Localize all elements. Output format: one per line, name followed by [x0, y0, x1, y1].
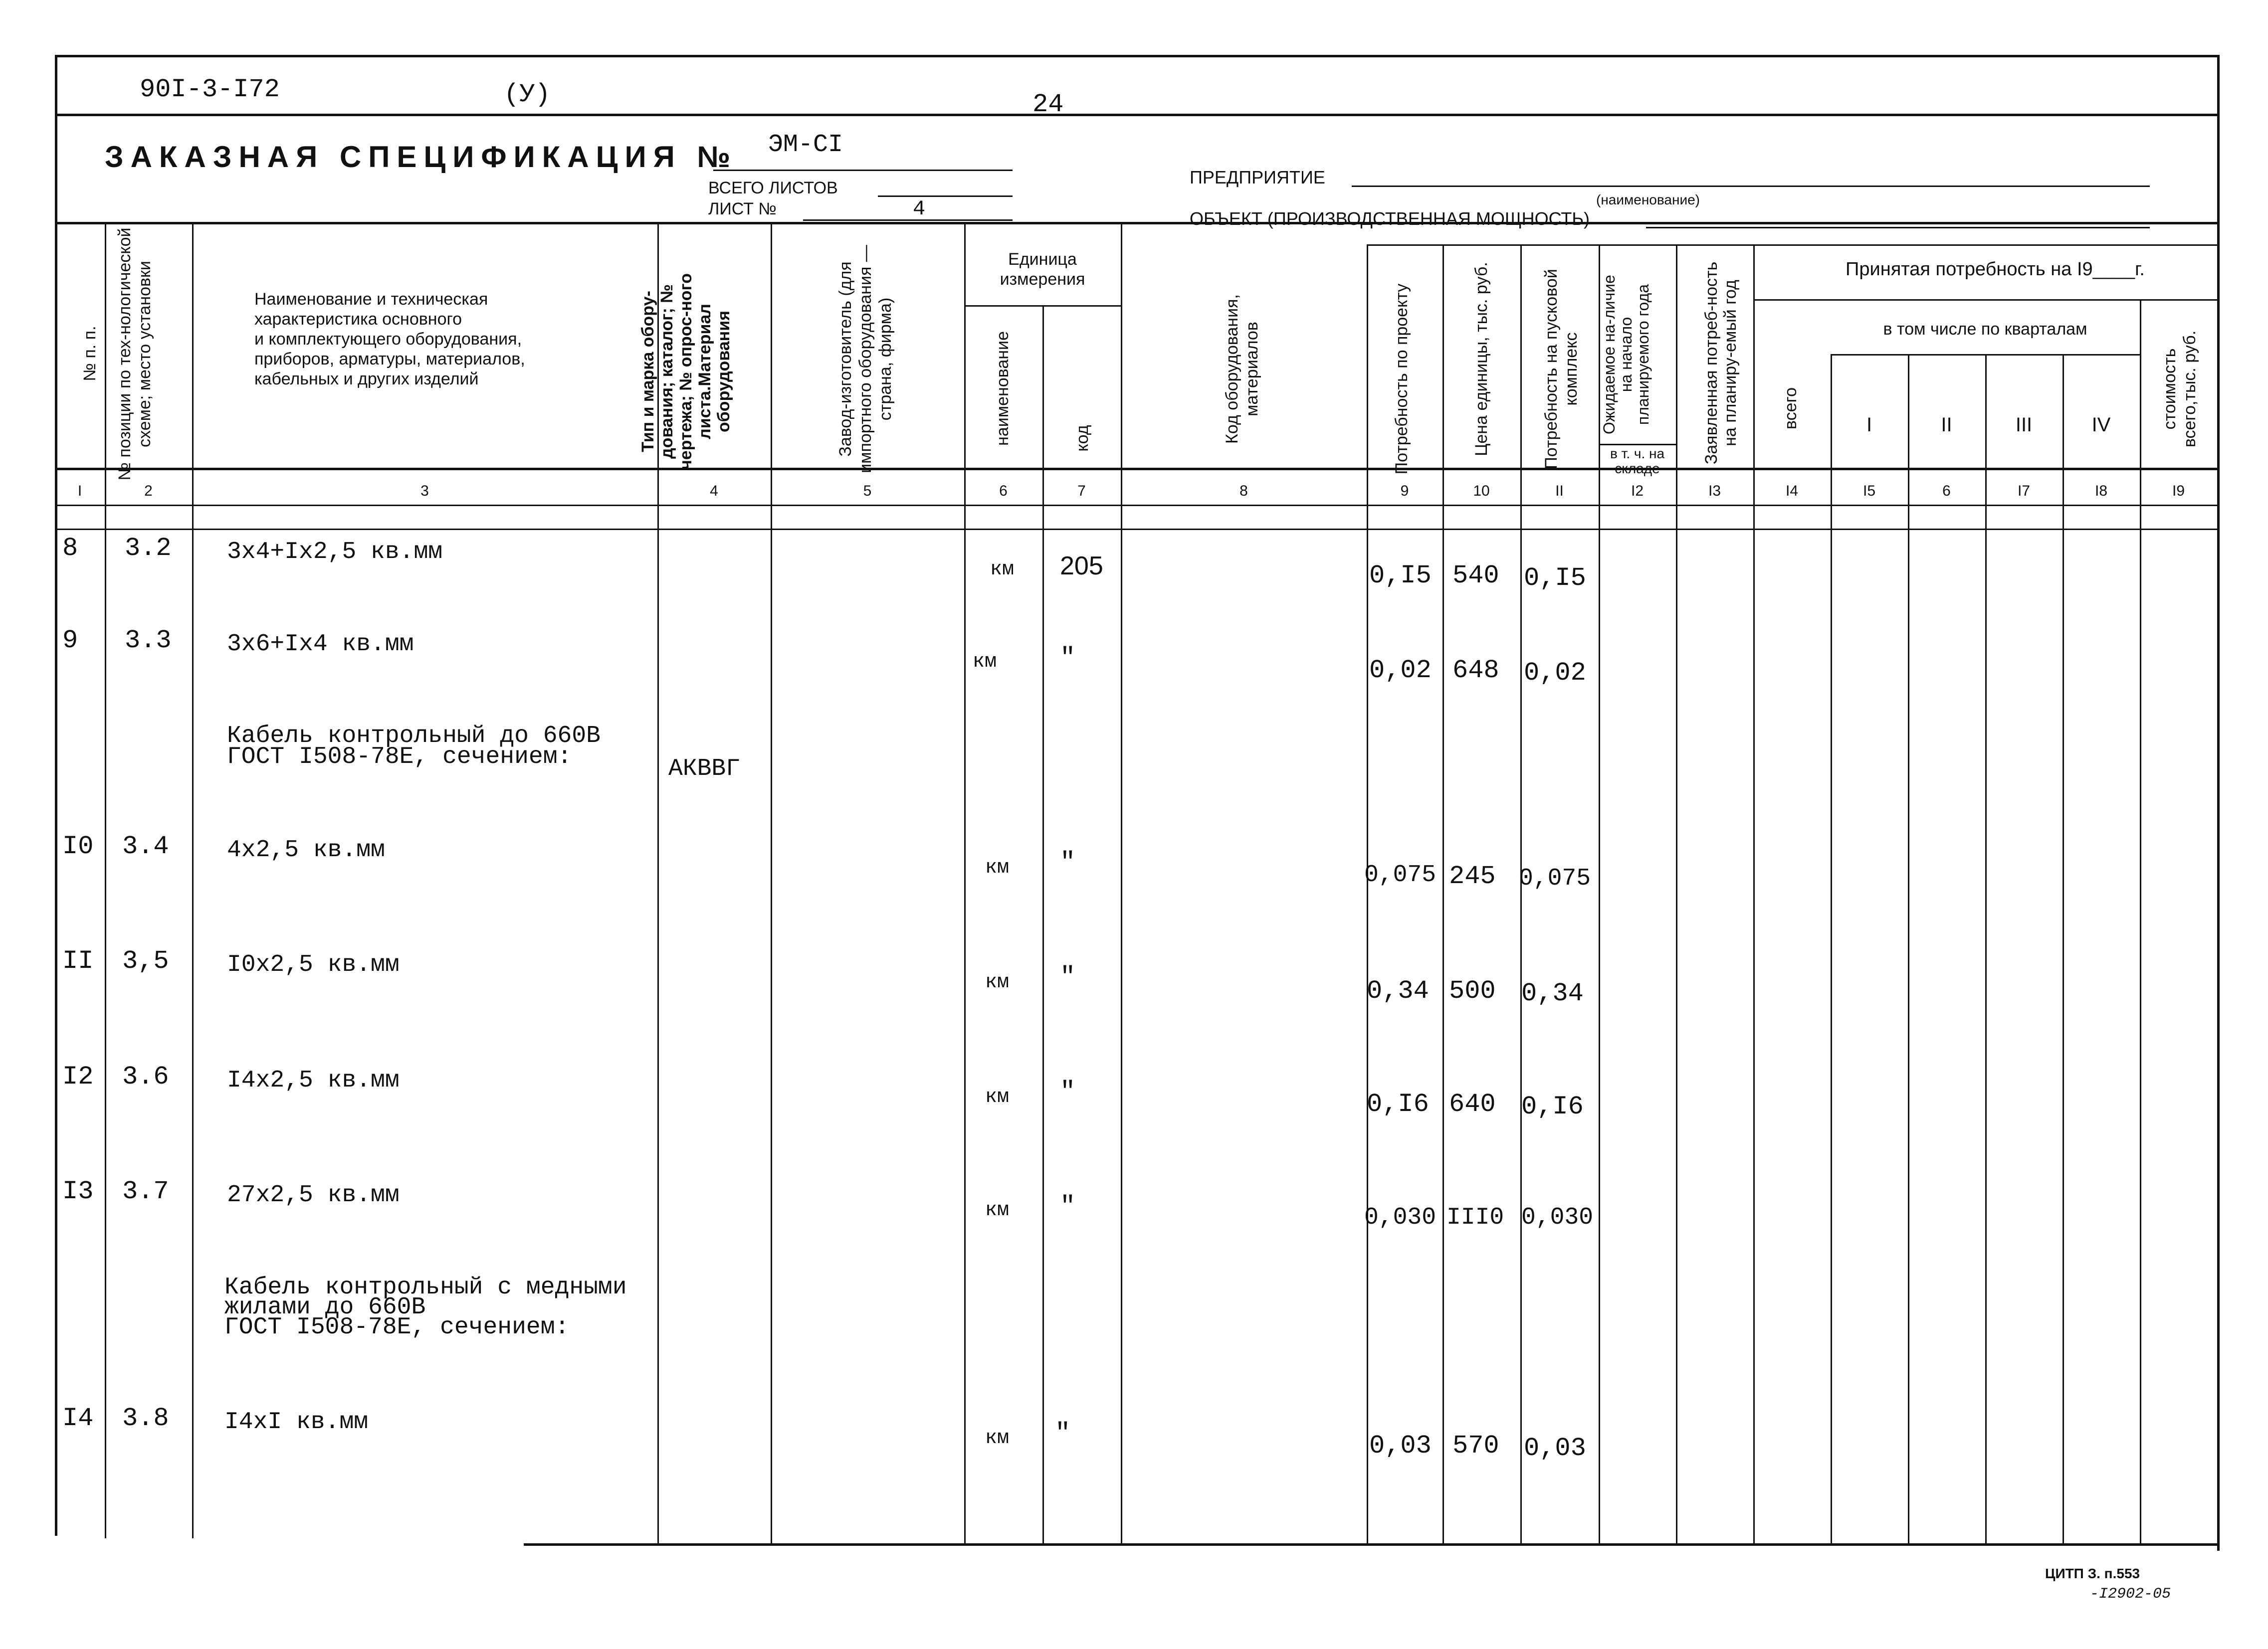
col-header-11: Потребность на пусковой комплекс: [1542, 269, 1581, 469]
row-price: 640: [1449, 1090, 1496, 1119]
row-code: ": [1060, 962, 1076, 992]
col-number: 9: [1400, 483, 1409, 499]
col-number: I4: [1785, 483, 1799, 499]
row-price: III0: [1446, 1204, 1504, 1231]
col-number: 8: [1239, 483, 1248, 499]
col-header-19: стоимость всего,тыс. руб.: [2160, 330, 2199, 448]
row-launch: 0,02: [1524, 658, 1586, 688]
col-header-2: № позиции по тех-нологической схеме; место установки: [115, 227, 154, 481]
group-heading-line-3: ГОСТ I508-78Е, сечением:: [224, 1314, 570, 1341]
group-heading-line-2: ГОСТ I508-78Е, сечением:: [227, 743, 572, 770]
col-header-3-line-5: кабельных и других изделий: [254, 369, 479, 388]
sheet-label: ЛИСТ №: [708, 199, 777, 218]
footer-stamp: ЦИТП З. п.553: [2045, 1566, 2140, 1581]
row-code: 205: [1060, 551, 1103, 580]
row-code: ": [1060, 1077, 1076, 1106]
row-unit: км: [985, 1199, 1010, 1222]
col-number: I2: [1631, 483, 1644, 499]
col-header-3: [254, 289, 633, 389]
col-header-9: Потребность по проекту: [1392, 283, 1411, 475]
row-position: 3.3: [125, 626, 172, 655]
row-position: 3.8: [122, 1404, 169, 1433]
col-header-12-sub: в т. ч. на складе: [1610, 446, 1665, 476]
row-code: ": [1060, 1192, 1076, 1221]
col-number: I5: [1862, 483, 1876, 499]
row-price: 500: [1449, 976, 1496, 1006]
row-unit: км: [985, 857, 1010, 879]
row-code: ": [1055, 1419, 1071, 1448]
row-launch: 0,34: [1521, 979, 1584, 1008]
row-need: 0,I6: [1367, 1090, 1429, 1119]
col-header-6: наименование: [993, 331, 1012, 446]
row-number: 8: [62, 534, 78, 563]
row-position: 3,5: [122, 946, 169, 976]
row-number: 9: [62, 626, 78, 655]
group-heading-line-1: Кабель контрольный с медными: [224, 1274, 627, 1301]
row-price: 648: [1452, 656, 1499, 685]
col-number: I7: [2017, 483, 2031, 499]
row-launch: 0,03: [1524, 1434, 1586, 1463]
row-need: 0,34: [1367, 976, 1429, 1006]
row-name: I0x2,5 кв.мм: [227, 951, 400, 978]
row-number: I0: [62, 832, 94, 861]
col-header-14: всего: [1781, 387, 1800, 430]
col-header-7: код: [1073, 425, 1092, 452]
footer-stamp-2: -I2902-05: [2090, 1586, 2171, 1603]
row-price: 245: [1449, 862, 1496, 891]
col-number: I8: [2094, 483, 2108, 499]
group-heading-line-1: Кабель контрольный до 660В: [227, 723, 601, 749]
row-need: 0,I5: [1369, 561, 1432, 590]
row-launch: 0,I5: [1524, 563, 1586, 593]
row-launch: 0,030: [1521, 1204, 1594, 1231]
col-number: 6: [1942, 483, 1951, 499]
col-header-1: № п. п.: [80, 326, 99, 381]
row-number: I2: [62, 1062, 94, 1092]
col-number: 3: [420, 483, 429, 499]
col-header-5: Завод-изготовитель (для импортного оборудования —страна, фирма): [836, 245, 895, 473]
col-header-accepted: Принятая потребность на I9____г.: [1846, 259, 2145, 280]
row-code: ": [1060, 643, 1076, 673]
object-label: ОБЪЕКТ (ПРОИЗВОДСТВЕННАЯ МОЩНОСТЬ): [1190, 208, 1590, 229]
row-need: 0,03: [1369, 1431, 1432, 1461]
col-number: II: [1555, 483, 1564, 499]
col-header-q1: I: [1866, 414, 1872, 436]
spec-number: ЭМ-СI: [768, 131, 843, 159]
col-number: I9: [2172, 483, 2185, 499]
row-name: 3x6+Ix4 кв.мм: [227, 631, 414, 658]
row-name: 3x4+Ix2,5 кв.мм: [227, 539, 443, 565]
row-unit: км: [985, 971, 1010, 994]
row-name: 27x2,5 кв.мм: [227, 1182, 400, 1209]
col-header-quarters: в том числе по кварталам: [1883, 320, 2087, 339]
total-sheets-label: ВСЕГО ЛИСТОВ: [708, 179, 838, 197]
row-unit: км: [985, 1086, 1010, 1108]
row-position: 3.4: [122, 832, 169, 861]
col-header-8: Код оборудования, материалов: [1223, 294, 1261, 444]
row-need: 0,075: [1364, 862, 1437, 889]
row-unit: км: [990, 558, 1015, 581]
name-note: (наименование): [1596, 192, 1700, 207]
row-number: II: [62, 946, 94, 976]
col-number: 10: [1473, 483, 1490, 499]
row-number: I4: [62, 1404, 94, 1433]
project-code: 90I-3-I72: [140, 75, 280, 104]
col-header-3-line-1: Наименование и техническая: [254, 290, 488, 309]
group-heading: [227, 723, 601, 770]
col-header-3-line-2: характеристика основного: [254, 310, 462, 329]
col-number: I3: [1708, 483, 1721, 499]
row-number: I3: [62, 1177, 94, 1206]
col-number: 6: [999, 483, 1008, 499]
row-launch: 0,I6: [1521, 1092, 1584, 1121]
col-header-4: Тип и марка обору-дования; каталог; № чертежа; № опрос-ного листа.Материал оборудования: [638, 273, 733, 470]
col-header-10: Цена единицы, тыс. руб.: [1472, 262, 1491, 456]
row-name: I4x2,5 кв.мм: [227, 1067, 400, 1094]
col-header-q4: IV: [2091, 414, 2111, 436]
col-header-q2: II: [1941, 414, 1952, 436]
row-unit: км: [973, 651, 997, 673]
row-price: 570: [1452, 1431, 1499, 1461]
row-position: 3.7: [122, 1177, 169, 1206]
col-header-q3: III: [2015, 414, 2033, 436]
col-number: 2: [144, 483, 153, 499]
mark: (У): [504, 80, 551, 109]
page-number: 24: [1032, 90, 1064, 119]
row-need: 0,02: [1369, 656, 1432, 685]
row-unit: км: [985, 1427, 1010, 1450]
row-name: I4xI кв.мм: [224, 1409, 369, 1436]
row-position: 3.2: [125, 534, 172, 563]
col-number: 5: [863, 483, 872, 499]
row-price: 540: [1452, 561, 1499, 590]
doc-title: ЗАКАЗНАЯ СПЕЦИФИКАЦИЯ №: [105, 140, 738, 174]
row-name: 4x2,5 кв.мм: [227, 837, 385, 864]
col-header-13: Заявленная потреб-ность на планиру-емый год: [1702, 261, 1740, 465]
row-launch: 0,075: [1519, 865, 1591, 892]
col-header-units-group: Единица измерения: [1000, 250, 1085, 289]
row-position: 3.6: [122, 1062, 169, 1092]
group-heading-line-2: жилами до 660В: [224, 1294, 426, 1321]
col-header-12: Ожидаемое на-личие на начало планируемого года: [1600, 275, 1652, 434]
enterprise-label: ПРЕДПРИЯТИЕ: [1190, 167, 1325, 187]
col-number: I: [77, 483, 82, 499]
group-type: АКВВГ: [668, 755, 741, 782]
group-heading: [224, 1274, 627, 1341]
row-need: 0,030: [1364, 1204, 1437, 1231]
col-number: 4: [710, 483, 718, 499]
col-header-3-line-4: приборов, арматуры, материалов,: [254, 350, 525, 368]
sheet-value: 4: [913, 197, 926, 221]
row-code: ": [1060, 848, 1076, 877]
col-header-3-line-3: и комплектующего оборудования,: [254, 330, 522, 349]
col-number: 7: [1077, 483, 1086, 499]
